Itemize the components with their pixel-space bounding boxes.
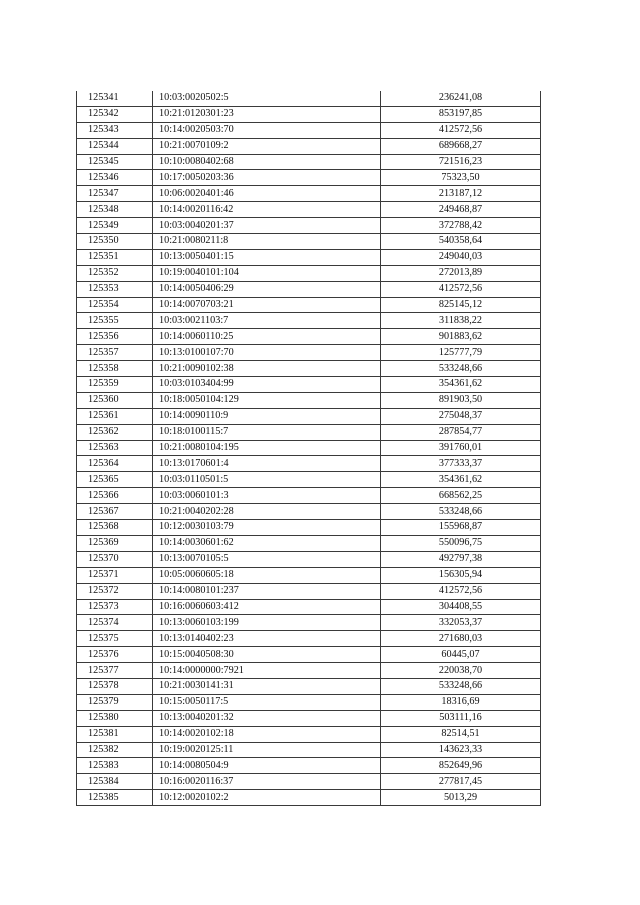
cadastral-number-cell: 10:14:0060110:25	[153, 329, 381, 345]
row-id-cell: 125377	[77, 663, 153, 679]
row-id-cell: 125370	[77, 551, 153, 567]
cadastral-number-cell: 10:19:0040101:104	[153, 265, 381, 281]
amount-cell: 412572,56	[381, 122, 541, 138]
amount-cell: 143623,33	[381, 742, 541, 758]
row-id-cell: 125379	[77, 694, 153, 710]
cadastral-number-cell: 10:14:0080101:237	[153, 583, 381, 599]
row-id-cell: 125381	[77, 726, 153, 742]
table-row	[77, 408, 541, 424]
amount-cell: 271680,03	[381, 631, 541, 647]
cadastral-number-cell: 10:21:0040202:28	[153, 504, 381, 520]
row-id-cell: 125354	[77, 297, 153, 313]
amount-cell: 901883,62	[381, 329, 541, 345]
row-id-cell: 125347	[77, 186, 153, 202]
row-id-cell: 125365	[77, 472, 153, 488]
amount-cell: 155968,87	[381, 520, 541, 536]
cadastral-number-cell: 10:03:0110501:5	[153, 472, 381, 488]
row-id-cell: 125380	[77, 710, 153, 726]
table-row	[77, 297, 541, 313]
row-id-cell: 125361	[77, 408, 153, 424]
row-id-cell: 125348	[77, 202, 153, 218]
amount-cell: 18316,69	[381, 694, 541, 710]
amount-cell: 249468,87	[381, 202, 541, 218]
row-id-cell: 125341	[77, 91, 153, 106]
amount-cell: 825145,12	[381, 297, 541, 313]
amount-cell: 125777,79	[381, 345, 541, 361]
table-row	[77, 694, 541, 710]
cadastral-number-cell: 10:14:0080504:9	[153, 758, 381, 774]
table-row	[77, 234, 541, 250]
row-id-cell: 125367	[77, 504, 153, 520]
row-id-cell: 125358	[77, 361, 153, 377]
cadastral-number-cell: 10:13:0050401:15	[153, 249, 381, 265]
cadastral-number-cell: 10:21:0070109:2	[153, 138, 381, 154]
cadastral-number-cell: 10:14:0020503:70	[153, 122, 381, 138]
table-row	[77, 551, 541, 567]
cadastral-number-cell: 10:16:0060603:412	[153, 599, 381, 615]
cadastral-number-cell: 10:21:0090102:38	[153, 361, 381, 377]
table-row	[77, 218, 541, 234]
row-id-cell: 125357	[77, 345, 153, 361]
table-row	[77, 710, 541, 726]
cadastral-number-cell: 10:15:0040508:30	[153, 647, 381, 663]
row-id-cell: 125375	[77, 631, 153, 647]
amount-cell: 540358,64	[381, 234, 541, 250]
amount-cell: 503111,16	[381, 710, 541, 726]
row-id-cell: 125342	[77, 106, 153, 122]
table-row	[77, 170, 541, 186]
amount-cell: 412572,56	[381, 583, 541, 599]
row-id-cell: 125356	[77, 329, 153, 345]
cadastral-number-cell: 10:03:0020502:5	[153, 91, 381, 106]
row-id-cell: 125343	[77, 122, 153, 138]
table-row	[77, 535, 541, 551]
amount-cell: 82514,51	[381, 726, 541, 742]
row-id-cell: 125345	[77, 154, 153, 170]
table-row	[77, 647, 541, 663]
table-row	[77, 249, 541, 265]
table-row	[77, 790, 541, 806]
cadastral-number-cell: 10:14:0050406:29	[153, 281, 381, 297]
table-row	[77, 567, 541, 583]
cadastral-number-cell: 10:03:0040201:37	[153, 218, 381, 234]
cadastral-number-cell: 10:21:0080104:195	[153, 440, 381, 456]
amount-cell: 852649,96	[381, 758, 541, 774]
row-id-cell: 125371	[77, 567, 153, 583]
row-id-cell: 125368	[77, 520, 153, 536]
amount-cell: 668562,25	[381, 488, 541, 504]
row-id-cell: 125383	[77, 758, 153, 774]
amount-cell: 277817,45	[381, 774, 541, 790]
row-id-cell: 125349	[77, 218, 153, 234]
table-row	[77, 472, 541, 488]
table-row	[77, 599, 541, 615]
cadastral-number-cell: 10:03:0021103:7	[153, 313, 381, 329]
cadastral-number-cell: 10:14:0020116:42	[153, 202, 381, 218]
cadastral-number-cell: 10:12:0020102:2	[153, 790, 381, 806]
cadastral-number-cell: 10:17:0050203:36	[153, 170, 381, 186]
row-id-cell: 125373	[77, 599, 153, 615]
amount-cell: 533248,66	[381, 361, 541, 377]
table-row	[77, 742, 541, 758]
row-id-cell: 125369	[77, 535, 153, 551]
table-row	[77, 488, 541, 504]
row-id-cell: 125376	[77, 647, 153, 663]
cadastral-number-cell: 10:13:0140402:23	[153, 631, 381, 647]
cadastral-number-cell: 10:10:0080402:68	[153, 154, 381, 170]
table-row	[77, 202, 541, 218]
table-row	[77, 424, 541, 440]
cadastral-number-cell: 10:05:0060605:18	[153, 567, 381, 583]
amount-cell: 213187,12	[381, 186, 541, 202]
table-row	[77, 345, 541, 361]
amount-cell: 332053,37	[381, 615, 541, 631]
row-id-cell: 125378	[77, 678, 153, 694]
amount-cell: 311838,22	[381, 313, 541, 329]
table-row	[77, 758, 541, 774]
table-row	[77, 615, 541, 631]
table-row	[77, 186, 541, 202]
cadastral-number-cell: 10:15:0050117:5	[153, 694, 381, 710]
table-row	[77, 106, 541, 122]
cadastral-number-cell: 10:14:0030601:62	[153, 535, 381, 551]
cadastral-number-cell: 10:13:0170601:4	[153, 456, 381, 472]
cadastral-number-cell: 10:03:0103404:99	[153, 377, 381, 393]
table-row	[77, 678, 541, 694]
row-id-cell: 125385	[77, 790, 153, 806]
row-id-cell: 125360	[77, 392, 153, 408]
cadastral-number-cell: 10:16:0020116:37	[153, 774, 381, 790]
row-id-cell: 125372	[77, 583, 153, 599]
table-row	[77, 774, 541, 790]
row-id-cell: 125344	[77, 138, 153, 154]
row-id-cell: 125359	[77, 377, 153, 393]
amount-cell: 533248,66	[381, 678, 541, 694]
amount-cell: 287854,77	[381, 424, 541, 440]
table-row	[77, 440, 541, 456]
table-row	[77, 265, 541, 281]
amount-cell: 304408,55	[381, 599, 541, 615]
amount-cell: 272013,89	[381, 265, 541, 281]
amount-cell: 550096,75	[381, 535, 541, 551]
amount-cell: 156305,94	[381, 567, 541, 583]
row-id-cell: 125363	[77, 440, 153, 456]
cadastral-number-cell: 10:14:0090110:9	[153, 408, 381, 424]
table-row	[77, 281, 541, 297]
table-row	[77, 392, 541, 408]
amount-cell: 236241,08	[381, 91, 541, 106]
row-id-cell: 125364	[77, 456, 153, 472]
row-id-cell: 125382	[77, 742, 153, 758]
cadastral-number-cell: 10:21:0030141:31	[153, 678, 381, 694]
amount-cell: 354361,62	[381, 472, 541, 488]
cadastral-number-cell: 10:18:0050104:129	[153, 392, 381, 408]
row-id-cell: 125366	[77, 488, 153, 504]
row-id-cell: 125346	[77, 170, 153, 186]
cadastral-number-cell: 10:19:0020125:11	[153, 742, 381, 758]
table-row	[77, 377, 541, 393]
row-id-cell: 125374	[77, 615, 153, 631]
row-id-cell: 125350	[77, 234, 153, 250]
table-row	[77, 663, 541, 679]
row-id-cell: 125384	[77, 774, 153, 790]
table-row	[77, 583, 541, 599]
amount-cell: 354361,62	[381, 377, 541, 393]
table-row	[77, 138, 541, 154]
cadastral-number-cell: 10:13:0060103:199	[153, 615, 381, 631]
amount-cell: 689668,27	[381, 138, 541, 154]
table-body	[77, 91, 541, 806]
cadastral-number-cell: 10:14:0070703:21	[153, 297, 381, 313]
cadastral-number-cell: 10:13:0070105:5	[153, 551, 381, 567]
amount-cell: 533248,66	[381, 504, 541, 520]
cadastral-number-cell: 10:14:0000000:7921	[153, 663, 381, 679]
cadastral-number-cell: 10:06:0020401:46	[153, 186, 381, 202]
amount-cell: 391760,01	[381, 440, 541, 456]
amount-cell: 60445,07	[381, 647, 541, 663]
amount-cell: 75323,50	[381, 170, 541, 186]
table-row	[77, 313, 541, 329]
cadastral-number-cell: 10:21:0080211:8	[153, 234, 381, 250]
cadastral-number-cell: 10:18:0100115:7	[153, 424, 381, 440]
cadastral-number-cell: 10:21:0120301:23	[153, 106, 381, 122]
table-row	[77, 154, 541, 170]
amount-cell: 891903,50	[381, 392, 541, 408]
row-id-cell: 125362	[77, 424, 153, 440]
table-row	[77, 91, 541, 106]
amount-cell: 275048,37	[381, 408, 541, 424]
table-row	[77, 329, 541, 345]
table-row	[77, 726, 541, 742]
row-id-cell: 125353	[77, 281, 153, 297]
cadastral-number-cell: 10:14:0020102:18	[153, 726, 381, 742]
amount-cell: 249040,03	[381, 249, 541, 265]
amount-cell: 372788,42	[381, 218, 541, 234]
table-row	[77, 361, 541, 377]
amount-cell: 5013,29	[381, 790, 541, 806]
table-row	[77, 504, 541, 520]
amount-cell: 412572,56	[381, 281, 541, 297]
amount-cell: 377333,37	[381, 456, 541, 472]
cadastral-number-cell: 10:03:0060101:3	[153, 488, 381, 504]
row-id-cell: 125351	[77, 249, 153, 265]
amount-cell: 721516,23	[381, 154, 541, 170]
amount-cell: 220038,70	[381, 663, 541, 679]
table-row	[77, 631, 541, 647]
cadastral-number-cell: 10:13:0040201:32	[153, 710, 381, 726]
row-id-cell: 125355	[77, 313, 153, 329]
amount-cell: 492797,38	[381, 551, 541, 567]
amount-cell: 853197,85	[381, 106, 541, 122]
table-row	[77, 456, 541, 472]
table-row	[77, 122, 541, 138]
data-table	[76, 91, 541, 806]
cadastral-number-cell: 10:12:0030103:79	[153, 520, 381, 536]
table-row	[77, 520, 541, 536]
cadastral-number-cell: 10:13:0100107:70	[153, 345, 381, 361]
row-id-cell: 125352	[77, 265, 153, 281]
